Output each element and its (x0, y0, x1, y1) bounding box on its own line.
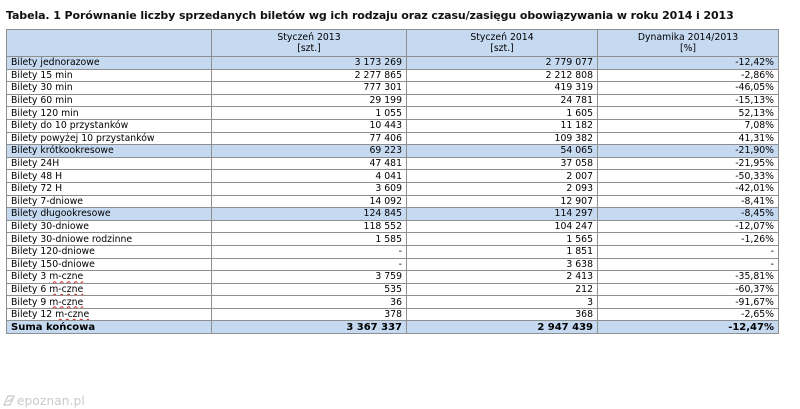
row-label: Bilety 7-dniowe (7, 195, 212, 208)
table-body (7, 57, 779, 321)
value-2014: 104 247 (407, 220, 598, 233)
value-2014: 109 382 (407, 132, 598, 145)
row-label: Bilety 15 min (7, 69, 212, 82)
value-2013: 36 (212, 296, 407, 309)
value-2014: 2 779 077 (407, 57, 598, 70)
value-dynamics: -12,07% (598, 220, 779, 233)
value-dynamics: - (598, 245, 779, 258)
header-dynamics-label: Dynamika 2014/2013 (637, 32, 739, 43)
value-2013: 69 223 (212, 145, 407, 158)
row-label-text: Bilety 3 (11, 271, 50, 283)
value-dynamics: -2,65% (598, 308, 779, 321)
value-2013: - (212, 258, 407, 271)
total-label: Suma końcowa (7, 321, 212, 334)
total-2013: 3 367 337 (212, 321, 407, 334)
row-label: Bilety 120 min (7, 107, 212, 120)
value-dynamics: 41,31% (598, 132, 779, 145)
value-dynamics: -8,45% (598, 208, 779, 221)
row-label (7, 308, 212, 321)
value-dynamics: -15,13% (598, 94, 779, 107)
value-dynamics: -42,01% (598, 182, 779, 195)
table-row (7, 145, 779, 158)
value-dynamics: -46,05% (598, 82, 779, 95)
row-label: Bilety długookresowe (7, 208, 212, 221)
table-row (7, 208, 779, 221)
row-label (7, 283, 212, 296)
header-label-column (7, 30, 212, 57)
table-row (7, 157, 779, 170)
value-2014: 3 638 (407, 258, 598, 271)
total-2014: 2 947 439 (407, 321, 598, 334)
value-2014: 11 182 (407, 119, 598, 132)
value-2014: 1 605 (407, 107, 598, 120)
value-2013: 777 301 (212, 82, 407, 95)
value-2014: 212 (407, 283, 598, 296)
row-label-text: Bilety 12 (11, 309, 56, 321)
table-row (7, 283, 779, 296)
row-label: Bilety 48 H (7, 170, 212, 183)
table-row (7, 57, 779, 70)
row-label-text: Bilety 6 (11, 283, 50, 295)
header-jan-2013-label: Styczeń 2013 (277, 32, 341, 43)
value-2013: 378 (212, 308, 407, 321)
row-label: Bilety do 10 przystanków (7, 119, 212, 132)
value-2013: 3 173 269 (212, 57, 407, 70)
header-jan-2014 (407, 30, 598, 57)
table-row (7, 271, 779, 284)
value-dynamics: 7,08% (598, 119, 779, 132)
total-row (7, 321, 779, 334)
header-dynamics (598, 30, 779, 57)
value-dynamics: -91,67% (598, 296, 779, 309)
table-row (7, 233, 779, 246)
epoznan-logo-icon (3, 395, 15, 406)
spellcheck-word: m-czne (49, 296, 84, 308)
value-2014: 1 565 (407, 233, 598, 246)
table-row (7, 69, 779, 82)
spellcheck-word: m-czne (55, 309, 90, 321)
value-2013: 14 092 (212, 195, 407, 208)
value-dynamics: -8,41% (598, 195, 779, 208)
value-2013: 10 443 (212, 119, 407, 132)
row-label: Bilety 60 min (7, 94, 212, 107)
row-label: Bilety 150-dniowe (7, 258, 212, 271)
row-label: Bilety 72 H (7, 182, 212, 195)
value-dynamics: -1,26% (598, 233, 779, 246)
table-row (7, 308, 779, 321)
ticket-sales-table (6, 29, 779, 334)
table-row (7, 119, 779, 132)
value-2013: 3 759 (212, 271, 407, 284)
value-2013: - (212, 245, 407, 258)
value-dynamics: -60,37% (598, 283, 779, 296)
value-2013: 29 199 (212, 94, 407, 107)
table-header-row (7, 30, 779, 57)
value-dynamics: -2,86% (598, 69, 779, 82)
value-2013: 3 609 (212, 182, 407, 195)
value-2014: 24 781 (407, 94, 598, 107)
value-2014: 3 (407, 296, 598, 309)
row-label: Bilety 24H (7, 157, 212, 170)
table-title: Tabela. 1 Porównanie liczby sprzedanych biletów wg ich rodzaju oraz czasu/zasięgu obowiązywania w roku 2014 i 2013 (6, 9, 734, 22)
value-dynamics: -21,95% (598, 157, 779, 170)
value-2014: 114 297 (407, 208, 598, 221)
row-label-text: Bilety 9 (11, 296, 50, 308)
row-label: Bilety 30-dniowe rodzinne (7, 233, 212, 246)
table-row (7, 220, 779, 233)
value-2013: 1 585 (212, 233, 407, 246)
table-row (7, 132, 779, 145)
value-2013: 535 (212, 283, 407, 296)
value-2014: 2 093 (407, 182, 598, 195)
row-label (7, 271, 212, 284)
row-label: Bilety jednorazowe (7, 57, 212, 70)
total-dynamics: -12,47% (598, 321, 779, 334)
value-2014: 54 065 (407, 145, 598, 158)
table-row (7, 107, 779, 120)
value-2014: 2 007 (407, 170, 598, 183)
value-2013: 47 481 (212, 157, 407, 170)
table-row (7, 82, 779, 95)
header-jan-2014-unit: [szt.] (490, 43, 514, 54)
row-label: Bilety powyżej 10 przystanków (7, 132, 212, 145)
row-label: Bilety 30-dniowe (7, 220, 212, 233)
value-2014: 2 413 (407, 271, 598, 284)
value-2013: 118 552 (212, 220, 407, 233)
value-2013: 124 845 (212, 208, 407, 221)
value-dynamics: -12,42% (598, 57, 779, 70)
table-row (7, 94, 779, 107)
value-dynamics: -21,90% (598, 145, 779, 158)
table-row (7, 182, 779, 195)
watermark-text: epoznan.pl (17, 394, 85, 408)
header-dynamics-unit: [%] (679, 43, 697, 54)
value-2014: 12 907 (407, 195, 598, 208)
value-2014: 37 058 (407, 157, 598, 170)
row-label: Bilety krótkookresowe (7, 145, 212, 158)
table-row (7, 258, 779, 271)
header-jan-2014-label: Styczeń 2014 (470, 32, 534, 43)
header-jan-2013 (212, 30, 407, 57)
row-label: Bilety 30 min (7, 82, 212, 95)
value-dynamics: -50,33% (598, 170, 779, 183)
value-2014: 2 212 808 (407, 69, 598, 82)
value-2013: 4 041 (212, 170, 407, 183)
value-dynamics: 52,13% (598, 107, 779, 120)
spellcheck-word: m-czne (49, 271, 84, 283)
watermark-logo (3, 394, 85, 408)
table-row (7, 170, 779, 183)
row-label (7, 296, 212, 309)
table-row (7, 296, 779, 309)
spellcheck-word: m-czne (49, 283, 84, 295)
value-2013: 1 055 (212, 107, 407, 120)
value-2013: 77 406 (212, 132, 407, 145)
value-2013: 2 277 865 (212, 69, 407, 82)
table-row (7, 195, 779, 208)
header-jan-2013-unit: [szt.] (297, 43, 321, 54)
row-label: Bilety 120-dniowe (7, 245, 212, 258)
value-2014: 419 319 (407, 82, 598, 95)
value-2014: 1 851 (407, 245, 598, 258)
value-dynamics: - (598, 258, 779, 271)
value-2014: 368 (407, 308, 598, 321)
table-row (7, 245, 779, 258)
value-dynamics: -35,81% (598, 271, 779, 284)
